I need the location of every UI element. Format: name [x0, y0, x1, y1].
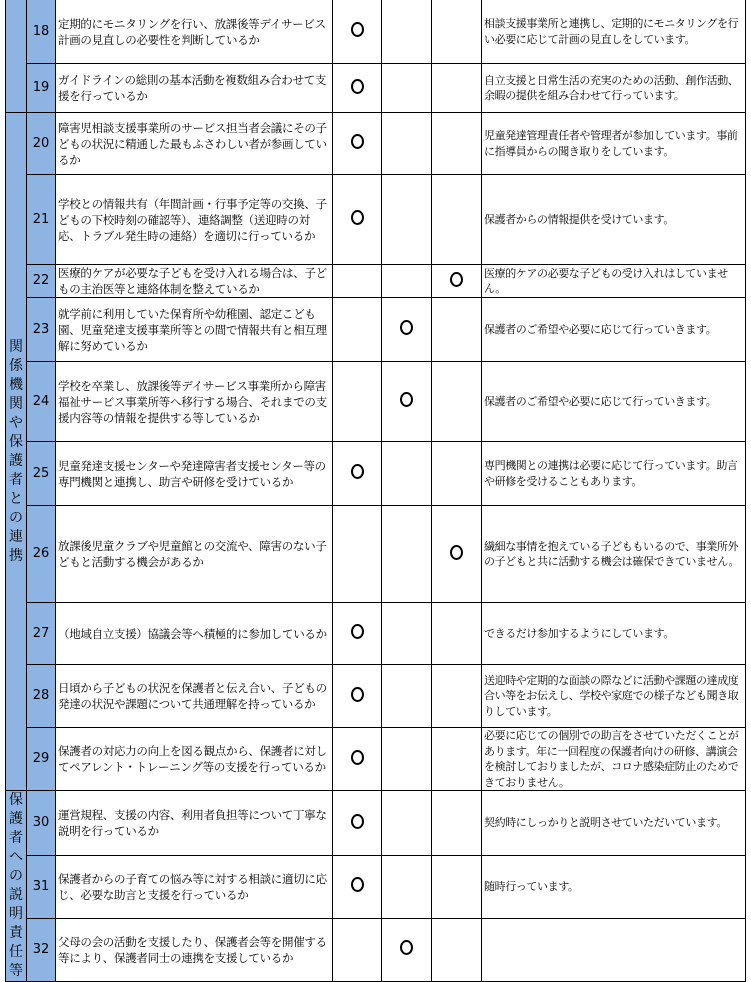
circle-mark-icon: [351, 22, 364, 37]
answer-cell-2[interactable]: [382, 64, 432, 113]
circle-mark-icon: [351, 624, 364, 639]
comment-text: 自立支援と日常生活の充実のための活動、創作活動、余暇の提供を組み合わせて行っています。: [482, 64, 746, 113]
circle-mark-icon: [351, 464, 364, 479]
answer-cell-1[interactable]: [333, 265, 382, 298]
answer-cell-2[interactable]: [382, 442, 432, 506]
answer-cell-2[interactable]: [382, 0, 432, 64]
item-number: 28: [27, 665, 56, 728]
answer-cell-2[interactable]: [382, 665, 432, 728]
item-number: 20: [27, 113, 56, 175]
answer-cell-1[interactable]: [333, 113, 382, 175]
answer-cell-3[interactable]: [432, 791, 482, 856]
item-number: 22: [27, 265, 56, 298]
circle-mark-icon: [351, 210, 364, 225]
question-text: 医療的ケアが必要な子どもを受け入れる場合は、子どもの主治医等と連絡体制を整えているか: [56, 265, 333, 298]
circle-mark-icon: [351, 814, 364, 829]
answer-cell-3[interactable]: [432, 506, 482, 603]
comment-text: 児童発達管理責任者や管理者が参加しています。事前に指導員からの聞き取りをしています。: [482, 113, 746, 175]
item-number: 24: [27, 362, 56, 442]
category-cell: [6, 791, 27, 982]
question-text: 運営規程、支援の内容、利用者負担等について丁寧な説明を行っているか: [56, 791, 333, 856]
question-text: （地域自立支援）協議会等へ積極的に参加しているか: [56, 603, 333, 665]
circle-mark-icon: [400, 392, 413, 407]
self-evaluation-table: [5, 0, 746, 982]
item-number: 19: [27, 64, 56, 113]
answer-cell-1[interactable]: [333, 728, 382, 791]
table-row: [6, 506, 746, 603]
item-number: 29: [27, 728, 56, 791]
comment-text: 専門機関との連携は必要に応じて行っています。助言や研修を受けることもあります。: [482, 442, 746, 506]
question-text: 学校を卒業し、放課後等デイサービス事業所から障害福祉サービス事業所等へ移行する場合、それまでの支援内容等の情報を提供する等しているか: [56, 362, 333, 442]
answer-cell-2[interactable]: [382, 265, 432, 298]
answer-cell-1[interactable]: [333, 64, 382, 113]
answer-cell-3[interactable]: [432, 64, 482, 113]
category-cell: [6, 113, 27, 791]
category-label: 関係機関や保護者との連携: [9, 338, 23, 564]
item-number: 23: [27, 298, 56, 362]
table-row: [6, 362, 746, 442]
category-label: 保護者への説明責任等: [9, 792, 23, 979]
answer-cell-1[interactable]: [333, 298, 382, 362]
answer-cell-3[interactable]: [432, 113, 482, 175]
comment-text: 保護者のご希望や必要に応じて行っていきます。: [482, 298, 746, 362]
answer-cell-1[interactable]: [333, 175, 382, 265]
answer-cell-3[interactable]: [432, 665, 482, 728]
circle-mark-icon: [400, 940, 413, 955]
question-text: 父母の会の活動を支援したり、保護者会等を開催する等により、保護者同士の連携を支援しているか: [56, 918, 333, 981]
question-text: 日頃から子どもの状況を保護者と伝え合い、子どもの発達の状況や課題について共通理解を持っているか: [56, 665, 333, 728]
answer-cell-2[interactable]: [382, 362, 432, 442]
answer-cell-1[interactable]: [333, 856, 382, 918]
table-row: [6, 856, 746, 918]
circle-mark-icon: [351, 687, 364, 702]
question-text: 定期的にモニタリングを行い、放課後等デイサービス計画の見直しの必要性を判断しているか: [56, 0, 333, 64]
answer-cell-3[interactable]: [432, 856, 482, 918]
table-row: [6, 298, 746, 362]
answer-cell-2[interactable]: [382, 113, 432, 175]
answer-cell-2[interactable]: [382, 298, 432, 362]
answer-cell-3[interactable]: [432, 175, 482, 265]
item-number: 26: [27, 506, 56, 603]
comment-text: 送迎時や定期的な面談の際などに活動や課題の達成度合い等をお伝えし、学校や家庭での様子なども聞き取りしています。: [482, 665, 746, 728]
comment-text: 相談支援事業所と連携し、定期的にモニタリングを行い必要に応じて計画の見直しをしています。: [482, 0, 746, 64]
table-row: [6, 918, 746, 981]
item-number: 25: [27, 442, 56, 506]
comment-text: 繊細な事情を抱えている子どももいるので、事業所外の子どもと共に活動する機会は確保できていません。: [482, 506, 746, 603]
comment-text: 随時行っています。: [482, 856, 746, 918]
answer-cell-2[interactable]: [382, 856, 432, 918]
answer-cell-2[interactable]: [382, 506, 432, 603]
answer-cell-3[interactable]: [432, 362, 482, 442]
question-text: 保護者の対応力の向上を図る観点から、保護者に対してペアレント・トレーニング等の支援を行っているか: [56, 728, 333, 791]
answer-cell-2[interactable]: [382, 603, 432, 665]
comment-text: 保護者からの情報提供を受けています。: [482, 175, 746, 265]
answer-cell-3[interactable]: [432, 728, 482, 791]
item-number: 21: [27, 175, 56, 265]
table-row: [6, 64, 746, 113]
answer-cell-3[interactable]: [432, 298, 482, 362]
answer-cell-1[interactable]: [333, 362, 382, 442]
comment-text: [482, 918, 746, 981]
answer-cell-3[interactable]: [432, 442, 482, 506]
question-text: 学校との情報共有（年間計画・行事予定等の交換、子どもの下校時刻の確認等）、連絡調整（送迎時の対応、トラブル発生時の連絡）を適切に行っているか: [56, 175, 333, 265]
comment-text: 契約時にしっかりと説明させていただいています。: [482, 791, 746, 856]
table-row: [6, 0, 746, 64]
item-number: 31: [27, 856, 56, 918]
question-text: 障害児相談支援事業所のサービス担当者会議にその子どもの状況に精通した最もふさわしい者が参画しているか: [56, 113, 333, 175]
comment-text: 必要に応じての個別での助言をさせていただくことがあります。年に一回程度の保護者向けの研修、講演会を検討しておりましたが、コロナ感染症防止のためできておりません。: [482, 728, 746, 791]
table-row: [6, 265, 746, 298]
circle-mark-icon: [351, 750, 364, 765]
item-number: 30: [27, 791, 56, 856]
comment-text: 保護者のご希望や必要に応じて行っていきます。: [482, 362, 746, 442]
answer-cell-1[interactable]: [333, 603, 382, 665]
table-row: [6, 442, 746, 506]
answer-cell-1[interactable]: [333, 665, 382, 728]
question-text: 児童発達支援センターや発達障害者支援センター等の専門機関と連携し、助言や研修を受けているか: [56, 442, 333, 506]
question-text: 保護者からの子育ての悩み等に対する相談に適切に応じ、必要な助言と支援を行っているか: [56, 856, 333, 918]
answer-cell-1[interactable]: [333, 791, 382, 856]
item-number: 18: [27, 0, 56, 64]
circle-mark-icon: [351, 877, 364, 892]
answer-cell-1[interactable]: [333, 918, 382, 981]
comment-text: 医療的ケアの必要な子どもの受け入れはしていません。: [482, 265, 746, 298]
table-row: [6, 175, 746, 265]
item-number: 32: [27, 918, 56, 981]
answer-cell-3[interactable]: [432, 265, 482, 298]
answer-cell-3[interactable]: [432, 603, 482, 665]
answer-cell-3[interactable]: [432, 918, 482, 981]
table-row: [6, 603, 746, 665]
answer-cell-1[interactable]: [333, 0, 382, 64]
answer-cell-2[interactable]: [382, 175, 432, 265]
answer-cell-1[interactable]: [333, 442, 382, 506]
circle-mark-icon: [351, 134, 364, 149]
circle-mark-icon: [351, 79, 364, 94]
answer-cell-2[interactable]: [382, 791, 432, 856]
answer-cell-3[interactable]: [432, 0, 482, 64]
question-text: 放課後児童クラブや児童館との交流や、障害のない子どもと活動する機会があるか: [56, 506, 333, 603]
category-cell: [6, 0, 27, 113]
circle-mark-icon: [400, 320, 413, 335]
question-text: ガイドラインの総則の基本活動を複数組み合わせて支援を行っているか: [56, 64, 333, 113]
question-text: 就学前に利用していた保育所や幼稚園、認定こども園、児童発達支援事業所等との間で情報共有と相互理解に努めているか: [56, 298, 333, 362]
comment-text: できるだけ参加するようにしています。: [482, 603, 746, 665]
table-row: [6, 791, 746, 856]
table-row: [6, 113, 746, 175]
answer-cell-2[interactable]: [382, 918, 432, 981]
answer-cell-2[interactable]: [382, 728, 432, 791]
item-number: 27: [27, 603, 56, 665]
table-row: [6, 665, 746, 728]
table-row: [6, 728, 746, 791]
circle-mark-icon: [450, 272, 463, 287]
circle-mark-icon: [450, 545, 463, 560]
answer-cell-1[interactable]: [333, 506, 382, 603]
